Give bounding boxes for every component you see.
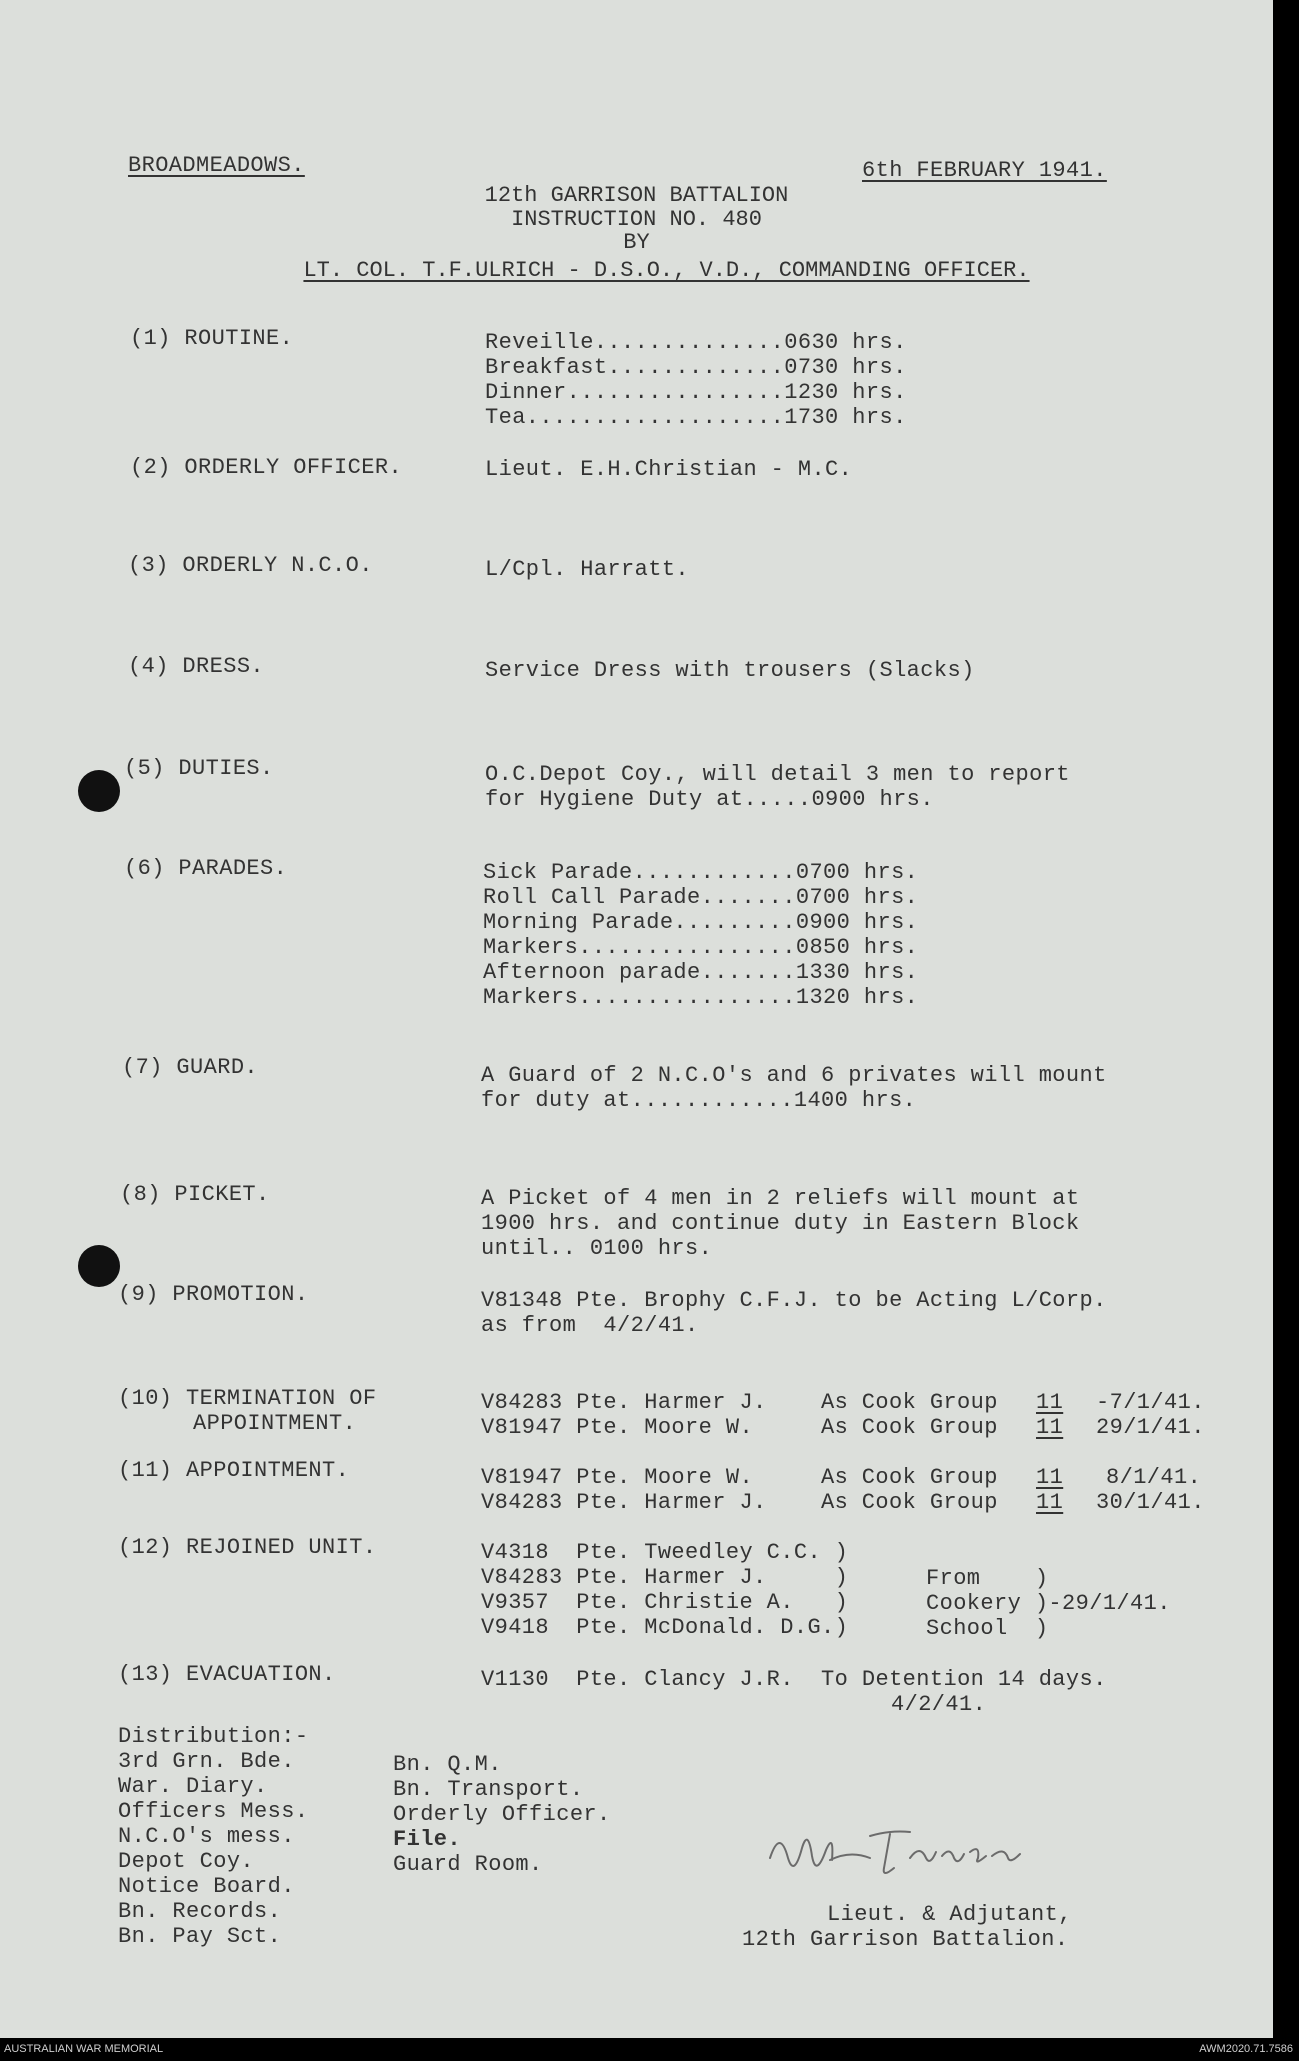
distribution-item: Officers Mess.	[118, 1799, 309, 1824]
dress-text: Service Dress with trousers (Slacks)	[485, 658, 975, 683]
appointment-date: 30/1/41.	[1096, 1490, 1205, 1515]
parades-line: Sick Parade............0700 hrs.	[483, 860, 919, 885]
distribution-item: Notice Board.	[118, 1874, 295, 1899]
distribution-item: Bn. Q.M.	[393, 1752, 502, 1777]
rejoined-row: V9357 Pte. Christie A. )	[481, 1590, 849, 1615]
footer-bar	[0, 2038, 1299, 2061]
guard-label: (7) GUARD.	[122, 1055, 259, 1080]
termination-role: As Cook Group	[821, 1415, 998, 1440]
orderly-nco-label: (3) ORDERLY N.C.O.	[128, 553, 373, 578]
appointment-entry: V84283 Pte. Harmer J.	[481, 1490, 767, 1515]
termination-role: As Cook Group	[821, 1390, 998, 1415]
header-date: 6th FEBRUARY 1941.	[862, 158, 1107, 183]
evacuation-text: V1130 Pte. Clancy J.R. To Detention 14 days.	[481, 1667, 1107, 1692]
appointment-entry: V81947 Pte. Moore W.	[481, 1465, 754, 1490]
distribution-item: Guard Room.	[393, 1852, 543, 1877]
appointment-role: As Cook Group	[821, 1465, 998, 1490]
distribution-item: Depot Coy.	[118, 1849, 255, 1874]
termination-date: 29/1/41.	[1096, 1415, 1205, 1440]
picket-line: A Picket of 4 men in 2 reliefs will mount at	[481, 1186, 1080, 1211]
appointment-group: 11	[1036, 1490, 1064, 1515]
rejoined-row: V9418 Pte. McDonald. D.G.)	[481, 1615, 849, 1640]
evacuation-label: (13) EVACUATION.	[118, 1662, 336, 1687]
punch-hole-top	[78, 770, 120, 812]
commanding-officer: LT. COL. T.F.ULRICH - D.S.O., V.D., COMMANDING OFFICER.	[303, 258, 1030, 283]
picket-line: 1900 hrs. and continue duty in Eastern Block	[481, 1211, 1080, 1236]
signature-title: Lieut. & Adjutant,	[827, 1902, 1072, 1927]
distribution-item: Bn. Transport.	[393, 1777, 584, 1802]
termination-label: (10) TERMINATION OF	[118, 1386, 377, 1411]
instruction-number: INSTRUCTION NO. 480	[511, 207, 762, 232]
rejoined-label: (12) REJOINED UNIT.	[118, 1535, 377, 1560]
parades-line: Roll Call Parade.......0700 hrs.	[483, 885, 919, 910]
guard-line: A Guard of 2 N.C.O's and 6 privates will mount	[481, 1063, 1107, 1088]
promotion-label: (9) PROMOTION.	[118, 1282, 309, 1307]
guard-line: for duty at............1400 hrs.	[481, 1088, 917, 1113]
signature-unit: 12th Garrison Battalion.	[742, 1927, 1069, 1952]
footer-accession: AWM2020.71.7586	[1199, 2043, 1293, 2055]
termination-group: 11	[1036, 1415, 1064, 1440]
parades-line: Markers................0850 hrs.	[483, 935, 919, 960]
parades-line: Markers................1320 hrs.	[483, 985, 919, 1010]
distribution-item: 3rd Grn. Bde.	[118, 1749, 295, 1774]
distribution-item: Bn. Records.	[118, 1899, 282, 1924]
distribution-item: War. Diary.	[118, 1774, 268, 1799]
rejoined-row: V4318 Pte. Tweedley C.C. )	[481, 1540, 849, 1565]
termination-date: -7/1/41.	[1096, 1390, 1205, 1415]
distribution-item: N.C.O's mess.	[118, 1824, 295, 1849]
distribution-item: Bn. Pay Sct.	[118, 1924, 282, 1949]
parades-label: (6) PARADES.	[124, 856, 288, 881]
duties-line: for Hygiene Duty at.....0900 hrs.	[485, 787, 934, 812]
orderly-officer-label: (2) ORDERLY OFFICER.	[130, 455, 403, 480]
appointment-label: (11) APPOINTMENT.	[118, 1458, 350, 1483]
routine-label: (1) ROUTINE.	[130, 326, 294, 351]
routine-line: Reveille..............0630 hrs.	[485, 330, 907, 355]
header-place: BROADMEADOWS.	[128, 153, 305, 178]
termination-group: 11	[1036, 1390, 1064, 1415]
rejoined-from: Cookery )-29/1/41.	[926, 1591, 1171, 1616]
appointment-date: 8/1/41.	[1106, 1465, 1202, 1490]
duties-line: O.C.Depot Coy., will detail 3 men to report	[485, 762, 1070, 787]
appointment-role: As Cook Group	[821, 1490, 998, 1515]
distribution-heading: Distribution:-	[118, 1724, 309, 1749]
punch-hole-bottom	[78, 1245, 120, 1287]
picket-label: (8) PICKET.	[120, 1182, 270, 1207]
rejoined-from: From )	[926, 1566, 1049, 1591]
signature-mark	[760, 1818, 1100, 1888]
distribution-item: File.	[393, 1827, 462, 1852]
promotion-line: as from 4/2/41.	[481, 1313, 699, 1338]
promotion-line: V81348 Pte. Brophy C.F.J. to be Acting L/Corp.	[481, 1288, 1107, 1313]
distribution-item: Orderly Officer.	[393, 1802, 611, 1827]
routine-line: Tea...................1730 hrs.	[485, 405, 907, 430]
termination-entry: V84283 Pte. Harmer J.	[481, 1390, 767, 1415]
orderly-officer-name: Lieut. E.H.Christian - M.C.	[485, 457, 853, 482]
dress-label: (4) DRESS.	[128, 654, 265, 679]
rejoined-row: V84283 Pte. Harmer J. )	[481, 1565, 849, 1590]
orderly-nco-name: L/Cpl. Harratt.	[485, 557, 690, 582]
parades-line: Morning Parade.........0900 hrs.	[483, 910, 919, 935]
routine-line: Breakfast.............0730 hrs.	[485, 355, 907, 380]
termination-entry: V81947 Pte. Moore W.	[481, 1415, 754, 1440]
unit-title: 12th GARRISON BATTALION	[484, 183, 789, 208]
footer-source: AUSTRALIAN WAR MEMORIAL	[4, 2043, 164, 2055]
parades-line: Afternoon parade.......1330 hrs.	[483, 960, 919, 985]
appointment-group: 11	[1036, 1465, 1064, 1490]
routine-line: Dinner................1230 hrs.	[485, 380, 907, 405]
header-by: BY	[623, 230, 650, 255]
evacuation-date: 4/2/41.	[891, 1692, 987, 1717]
duties-label: (5) DUTIES.	[124, 756, 274, 781]
termination-label: APPOINTMENT.	[193, 1411, 357, 1436]
rejoined-from: School )	[926, 1616, 1049, 1641]
picket-line: until.. 0100 hrs.	[481, 1236, 713, 1261]
